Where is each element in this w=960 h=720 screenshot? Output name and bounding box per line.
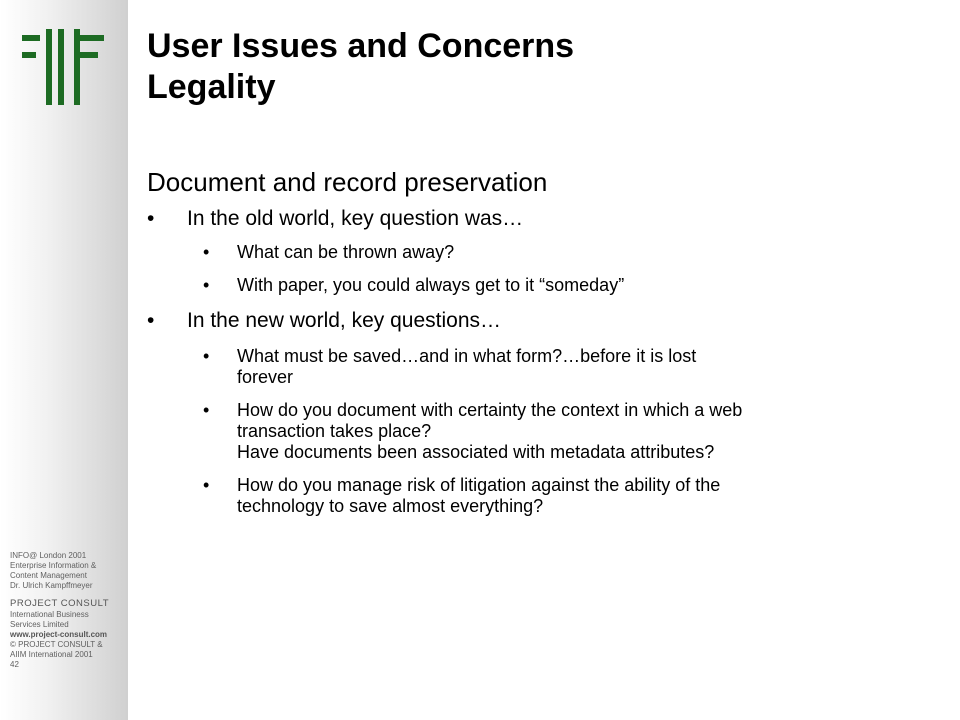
bullet-icon: • <box>203 400 210 420</box>
sub-bullet-text: transaction takes place? <box>237 421 432 441</box>
sidebar-footer <box>10 551 126 670</box>
copyright-label: © PROJECT CONSULT & <box>10 640 103 649</box>
sub-bullet-item <box>147 400 937 463</box>
company-label: Services Limited <box>10 620 69 629</box>
sub-bullet-text: With paper, you could always get to it “someday” <box>237 275 625 295</box>
company-label: International Business <box>10 610 89 619</box>
sub-bullet-text: Have documents been associated with metadata attributes? <box>237 442 715 462</box>
slide-body <box>147 166 937 517</box>
sub-bullet-item <box>147 275 937 296</box>
sidebar <box>0 0 128 720</box>
event-label: INFO@ London 2001 <box>10 551 87 560</box>
slide-title-line: User Issues and Concerns <box>147 27 575 65</box>
sub-bullet-item <box>147 475 937 517</box>
sub-bullet-text: technology to save almost everything? <box>237 496 544 516</box>
bullet-icon: • <box>203 242 210 262</box>
project-consult-logo-icon <box>18 27 108 107</box>
author-label: Dr. Ulrich Kampffmeyer <box>10 581 93 590</box>
slide-title <box>147 26 927 108</box>
sub-bullet-text: What must be saved…and in what form?…before it is lost <box>237 346 697 366</box>
sub-bullet-item <box>147 242 937 263</box>
sub-bullet-text: How do you manage risk of litigation against the ability of the <box>237 475 721 495</box>
bullet-text: In the new world, key questions… <box>187 309 501 332</box>
topic-label: Enterprise Information & <box>10 561 97 570</box>
copyright-label: AIIM International 2001 <box>10 650 93 659</box>
sub-bullet-item <box>147 346 937 388</box>
sub-bullet-text: What can be thrown away? <box>237 242 455 262</box>
bullet-icon: • <box>203 475 210 495</box>
website-link[interactable]: www.project-consult.com <box>10 630 108 639</box>
bullet-icon: • <box>147 207 155 230</box>
brand-label: PROJECT CONSULT <box>10 598 109 609</box>
bullet-item <box>147 206 937 232</box>
bullet-icon: • <box>147 309 155 332</box>
bullet-text: In the old world, key question was… <box>187 207 524 230</box>
topic-label: Content Management <box>10 571 87 580</box>
sub-bullet-text: How do you document with certainty the context in which a web <box>237 400 743 420</box>
page-number: 42 <box>10 660 19 669</box>
bullet-icon: • <box>203 346 210 366</box>
slide-subtitle-line: Legality <box>147 68 276 106</box>
sub-bullet-text: forever <box>237 367 294 387</box>
section-heading: Document and record preservation <box>147 167 548 197</box>
bullet-item <box>147 308 937 334</box>
bullet-icon: • <box>203 275 210 295</box>
